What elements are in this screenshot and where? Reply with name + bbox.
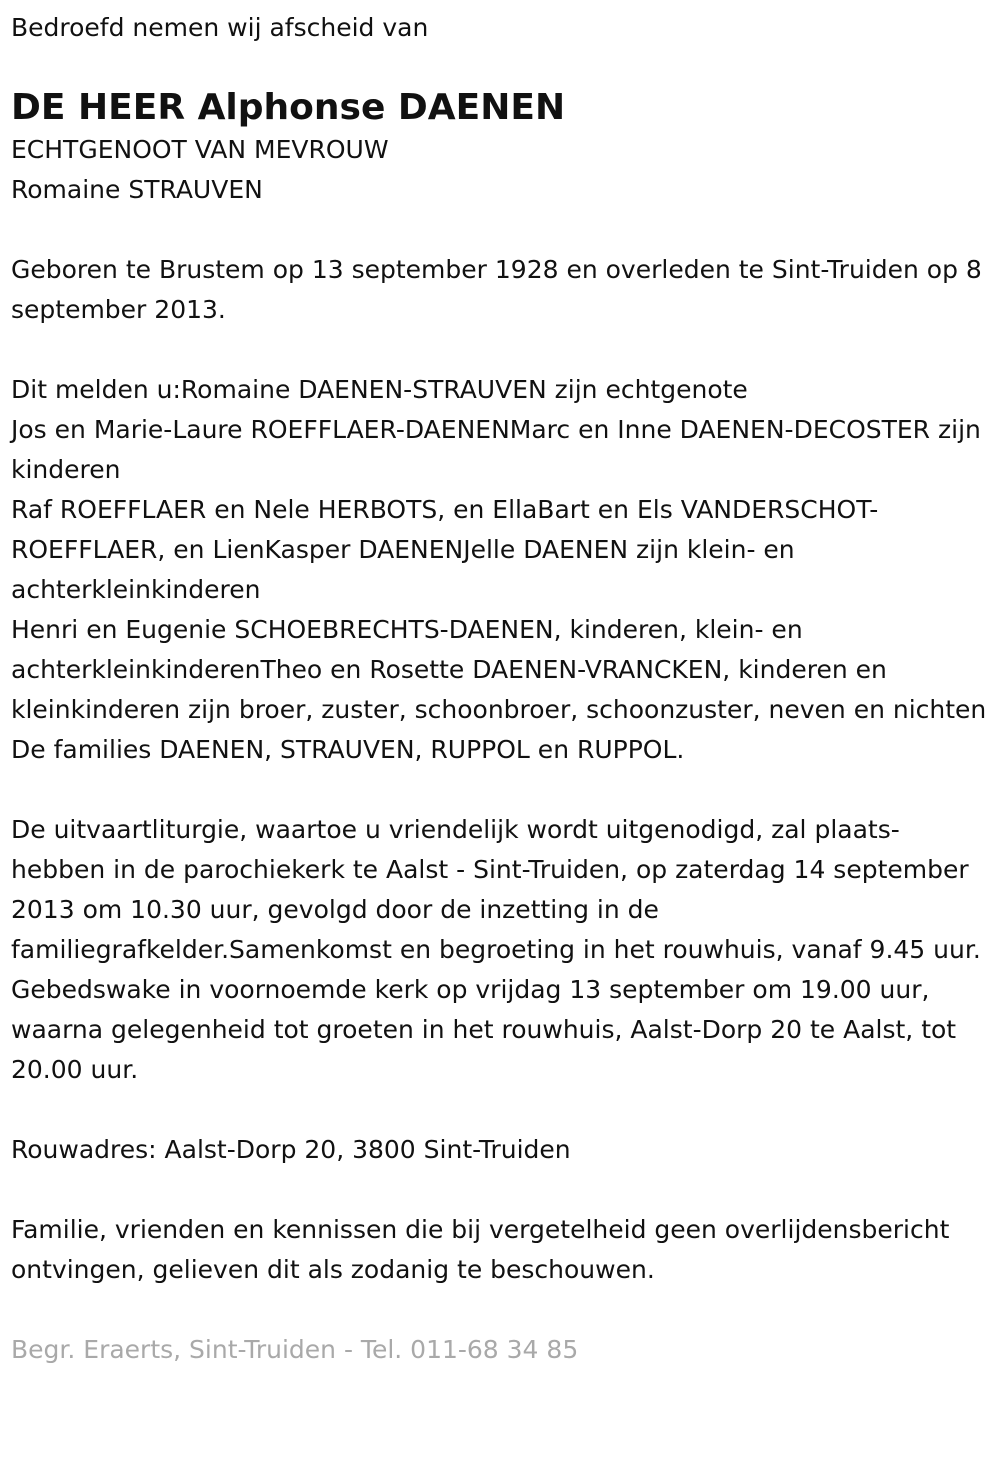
deceased-name: DE HEER Alphonse DAENEN xyxy=(11,87,566,128)
spacer xyxy=(11,1290,990,1330)
mourning-address: Rouwadres: Aalst-Dorp 20, 3800 Sint-Truiden xyxy=(11,1135,571,1164)
spacer xyxy=(11,1090,990,1130)
notice-text: Familie, vrienden en kennissen die bij vergetelheid geen overlijdensbericht ontvingen, gelieven dit als zodanig te beschouwen. xyxy=(11,1215,950,1284)
intro-text: Bedroefd nemen wij afscheid van xyxy=(11,13,429,42)
spacer xyxy=(11,770,990,810)
spacer xyxy=(11,210,990,250)
spacer xyxy=(11,1170,990,1210)
ceremony-liturgy: De uitvaartliturgie, waartoe u vriendelijk wordt uitgenodigd, zal plaats-hebben in de parochiekerk te Aalst - Sint-Truiden, op zaterdag 14 september 2013 om 10.30 uur, gevolgd door de inzetting in de familiegrafkelder.Samenkomst en begroeting in het rouwhuis, vanaf 9.45 uur. xyxy=(11,815,981,964)
spouse-line-2: Romaine STRAUVEN xyxy=(11,175,263,204)
family-families: De families DAENEN, STRAUVEN, RUPPOL en RUPPOL. xyxy=(11,735,685,764)
family-spouse: Dit melden u:Romaine DAENEN-STRAUVEN zijn echtgenote xyxy=(11,375,748,404)
family-siblings: Henri en Eugenie SCHOEBRECHTS-DAENEN, kinderen, klein- en achterkleinkinderenTheo en Rosette DAENEN-VRANCKEN, kinderen en kleinkinderen zijn broer, zuster, schoonbroer, schoonzuster, neven en nichten xyxy=(11,615,987,724)
undertaker-footer: Begr. Eraerts, Sint-Truiden - Tel. 011-68 34 85 xyxy=(11,1335,579,1364)
family-grandchildren: Raf ROEFFLAER en Nele HERBOTS, en EllaBart en Els VANDERSCHOT-ROEFFLAER, en LienKasper DAENENJelle DAENEN zijn klein- en achterkleinkinderen xyxy=(11,495,879,604)
spouse-line-1: ECHTGENOOT VAN MEVROUW xyxy=(11,135,389,164)
family-children: Jos en Marie-Laure ROEFFLAER-DAENENMarc en Inne DAENEN-DECOSTER zijn kinderen xyxy=(11,415,981,484)
ceremony-wake: Gebedswake in voornoemde kerk op vrijdag 13 september om 19.00 uur, waarna gelegenheid tot groeten in het rouwhuis, Aalst-Dorp 20 te Aalst, tot 20.00 uur. xyxy=(11,975,957,1084)
birth-death-text: Geboren te Brustem op 13 september 1928 en overleden te Sint-Truiden op 8 september 2013. xyxy=(11,255,982,324)
spacer xyxy=(11,330,990,370)
